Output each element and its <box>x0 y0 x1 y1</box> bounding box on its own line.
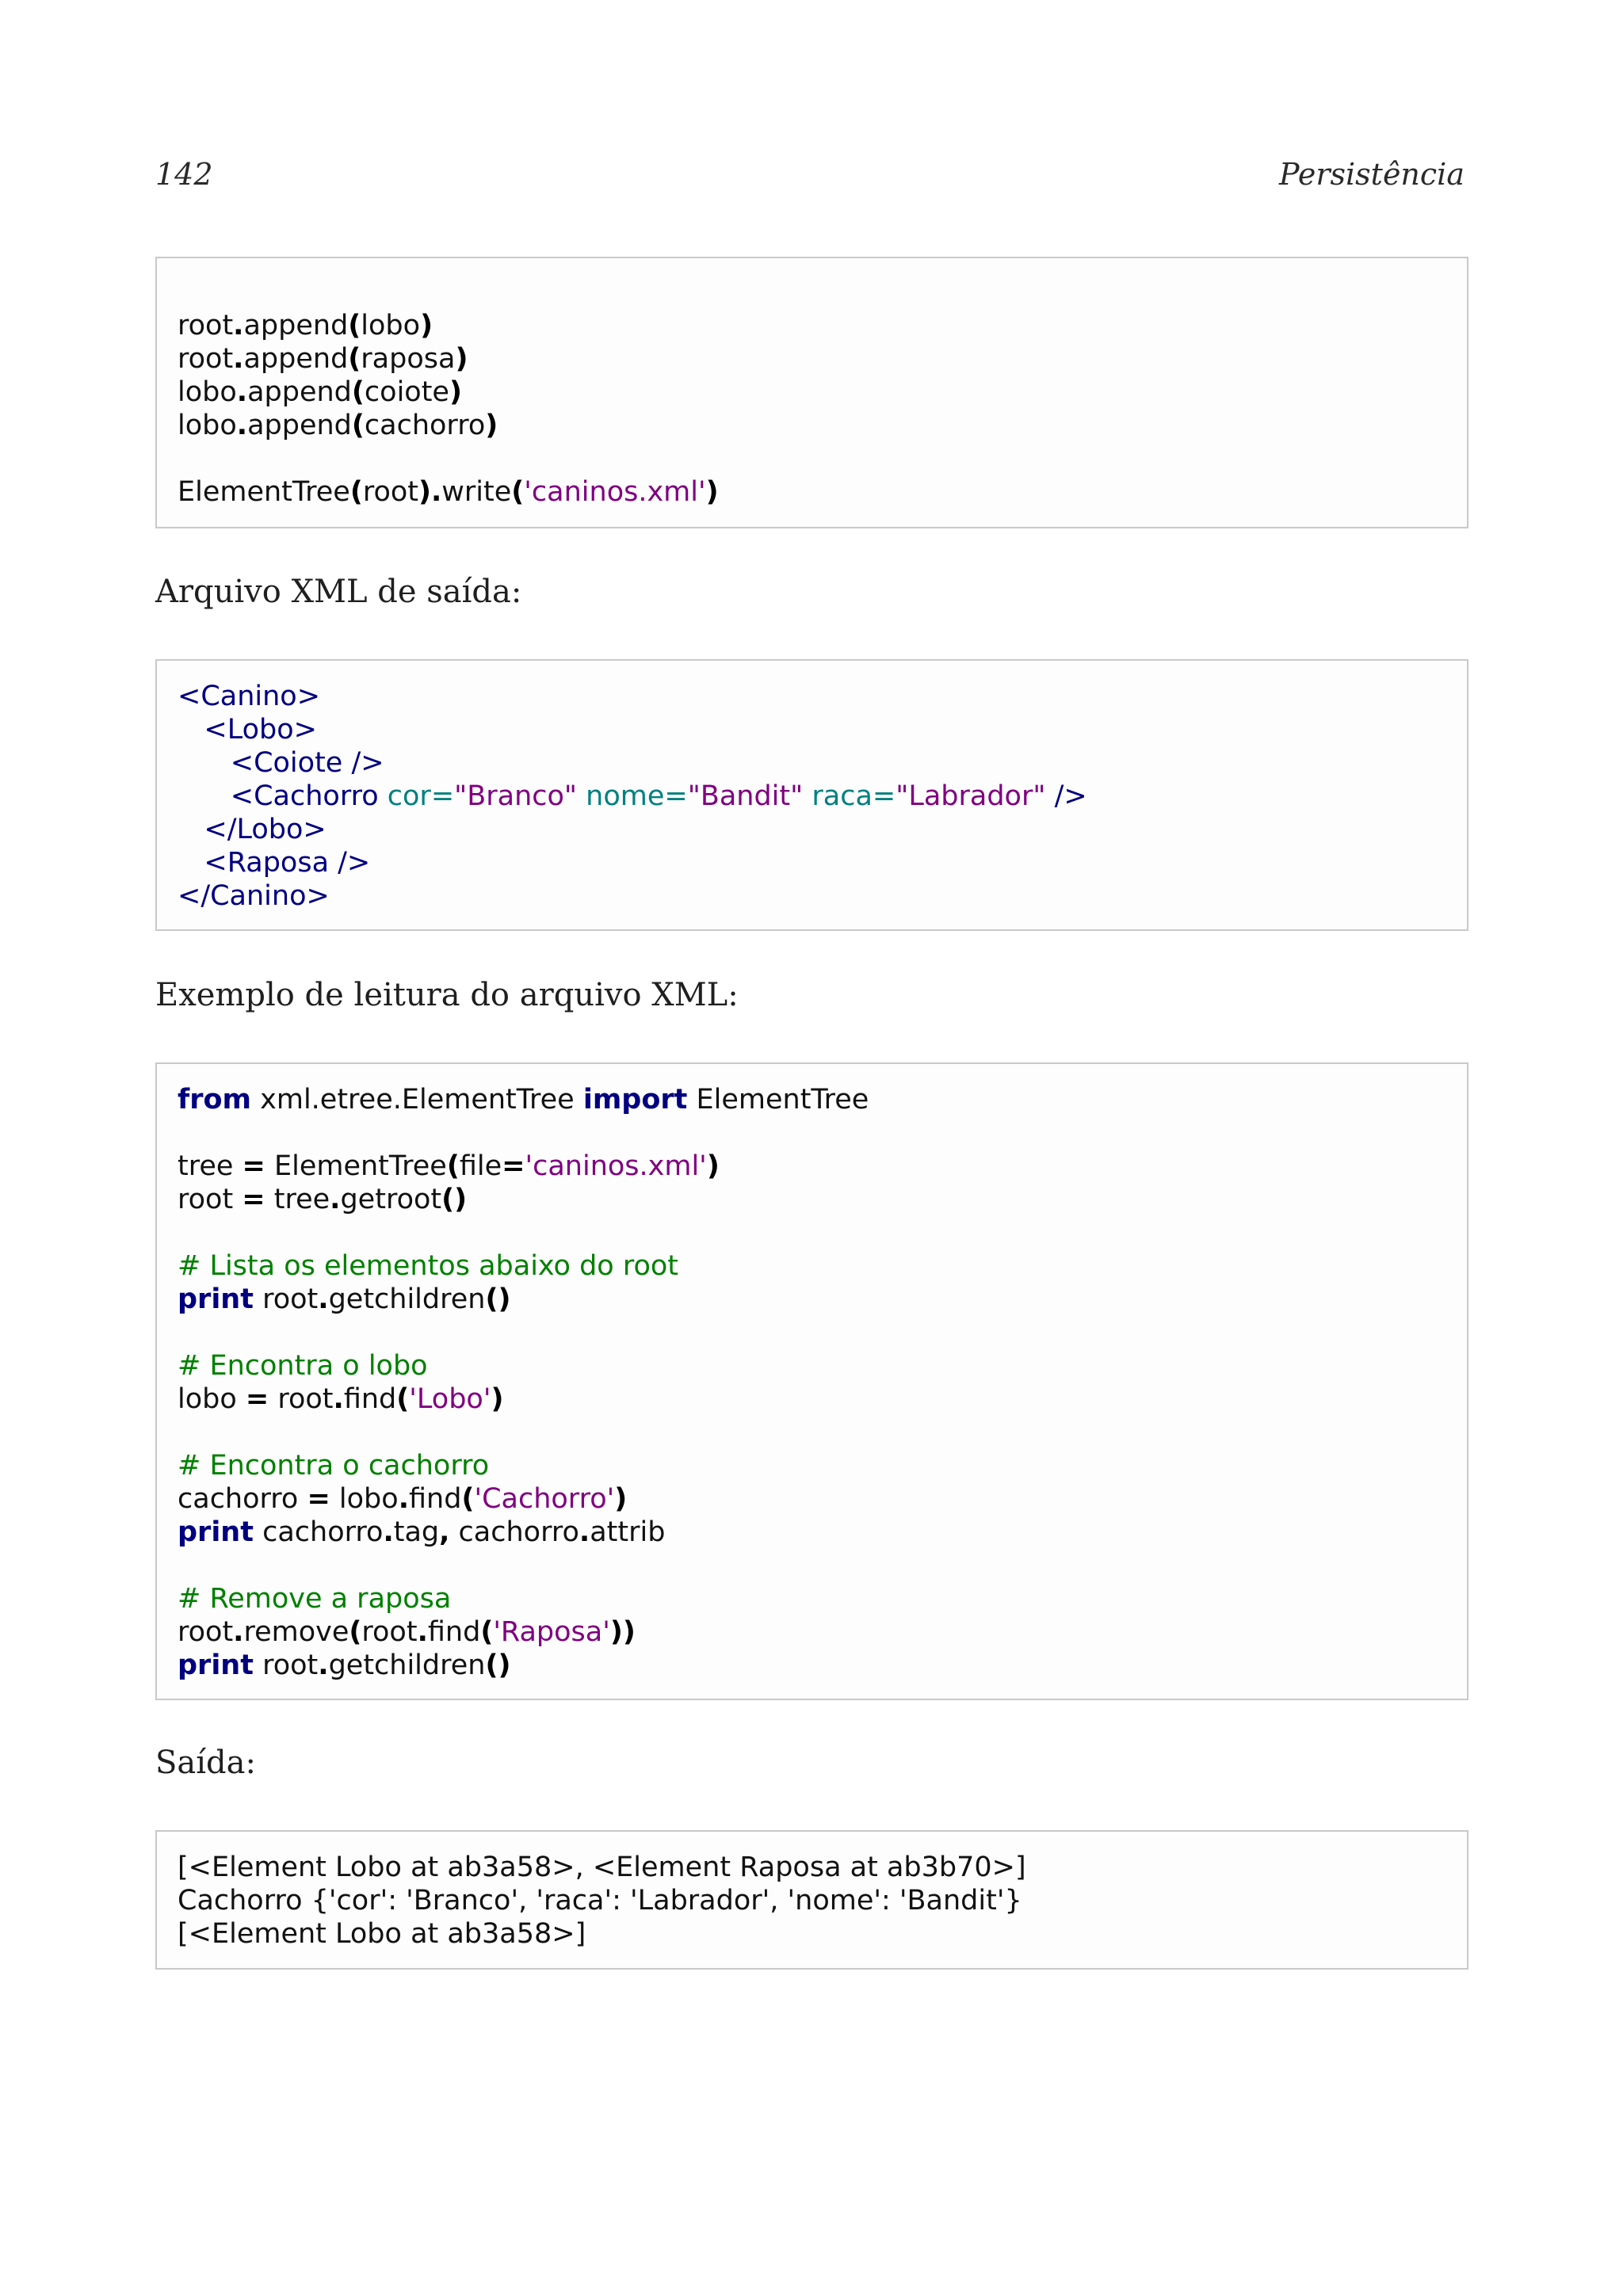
code-line: lobo = root.find('Lobo') <box>178 1383 504 1415</box>
code-block-xml <box>155 659 1468 931</box>
code-block-append <box>155 257 1468 528</box>
xml-line: </Lobo> <box>178 814 327 845</box>
output-line: Cachorro {'cor': 'Branco', 'raca': 'Labrador', 'nome': 'Bandit'} <box>178 1885 1022 1917</box>
code-line: from xml.etree.ElementTree import ElementTree <box>178 1084 869 1116</box>
code-line: root.remove(root.find('Raposa')) <box>178 1616 636 1648</box>
xml-line: <Canino> <box>178 681 321 712</box>
code-line: lobo.append(cachorro) <box>178 410 498 441</box>
code-line: root.append(lobo) <box>178 310 433 341</box>
code-line: lobo.append(coiote) <box>178 376 462 408</box>
code-line: root.append(raposa) <box>178 343 468 375</box>
code-line: print cachorro.tag, cachorro.attrib <box>178 1516 666 1548</box>
code-comment: # Lista os elementos abaixo do root <box>178 1250 679 1282</box>
heading-xml-output: Arquivo XML de saída: <box>155 574 522 610</box>
output-line: [<Element Lobo at ab3a58>] <box>178 1918 586 1950</box>
xml-line: <Cachorro cor="Branco" nome="Bandit" raca="Labrador" /> <box>230 780 1087 812</box>
code-line: ElementTree(root).write('caninos.xml') <box>178 476 719 508</box>
section-title: Persistência <box>1279 157 1465 192</box>
xml-line: <Coiote /> <box>178 747 384 779</box>
code-comment: # Encontra o cachorro <box>178 1450 490 1482</box>
xml-line: <Raposa /> <box>178 847 371 879</box>
code-line: print root.getchildren() <box>178 1283 511 1315</box>
xml-line: <Lobo> <box>178 714 317 746</box>
page-header <box>155 157 1468 198</box>
code-comment: # Encontra o lobo <box>178 1350 428 1382</box>
xml-line: </Canino> <box>178 880 330 912</box>
code-line: cachorro = lobo.find('Cachorro') <box>178 1483 628 1515</box>
page-number: 142 <box>155 157 213 192</box>
heading-output: Saída: <box>155 1745 256 1781</box>
code-block-read <box>155 1062 1468 1700</box>
heading-read-example: Exemplo de leitura do arquivo XML: <box>155 977 739 1013</box>
output-line: [<Element Lobo at ab3a58>, <Element Raposa at ab3b70>] <box>178 1852 1026 1883</box>
code-line: print root.getchildren() <box>178 1650 511 1681</box>
code-block-output <box>155 1830 1468 1970</box>
code-line: tree = ElementTree(file='caninos.xml') <box>178 1150 720 1182</box>
code-line: root = tree.getroot() <box>178 1184 468 1215</box>
code-comment: # Remove a raposa <box>178 1583 452 1615</box>
